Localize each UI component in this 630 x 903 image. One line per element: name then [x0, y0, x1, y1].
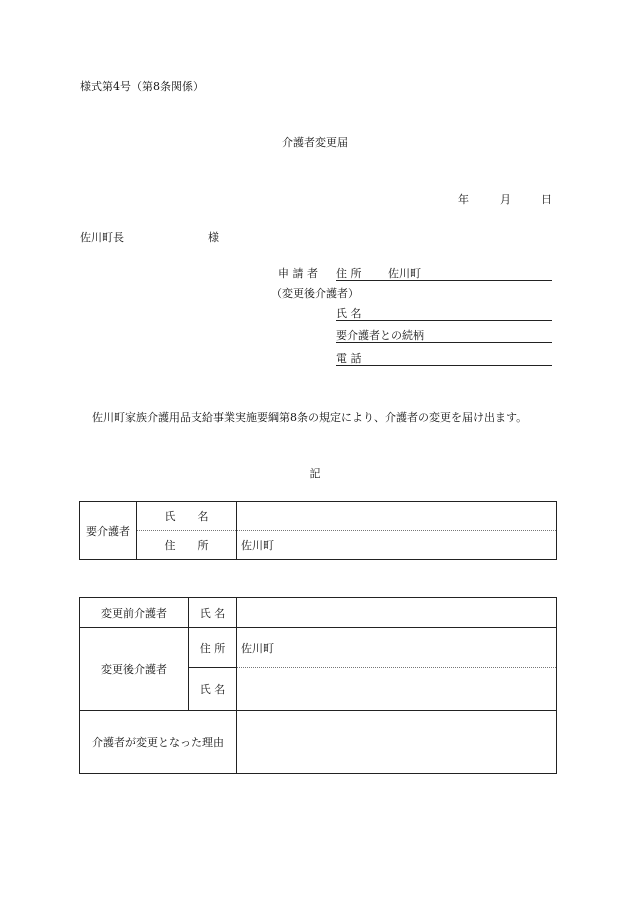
- care-recipient-name-field[interactable]: [237, 502, 557, 531]
- before-caregiver-label: 変更前介護者: [80, 598, 189, 628]
- after-caregiver-name-field[interactable]: [237, 668, 557, 711]
- date-month: 月: [500, 193, 511, 206]
- care-recipient-group-label: 要介護者: [80, 502, 137, 560]
- applicant-label: 申 請 者: [278, 267, 318, 280]
- after-caregiver-address-field[interactable]: 佐川町: [237, 628, 557, 668]
- ki-label: 記: [309, 467, 321, 480]
- applicant-name-line: [336, 320, 552, 321]
- care-recipient-address-label: 住 所: [137, 531, 237, 560]
- applicant-address-label: 住 所: [336, 267, 362, 280]
- care-recipient-table: [79, 501, 557, 560]
- document-title: 介護者変更届: [282, 136, 348, 149]
- applicant-relation-line: [336, 342, 552, 343]
- applicant-sub-label: （変更後介護者）: [271, 287, 359, 300]
- after-caregiver-label: 変更後介護者: [80, 628, 189, 711]
- before-caregiver-name-field[interactable]: [237, 598, 557, 628]
- form-number: 様式第4号（第8条関係）: [80, 80, 204, 93]
- reason-field[interactable]: [237, 711, 557, 774]
- applicant-relation-label: 要介護者との続柄: [336, 329, 424, 342]
- date-day: 日: [541, 193, 552, 206]
- date-year: 年: [458, 193, 469, 206]
- body-text: 佐川町家族介護用品支給事業実施要綱第8条の規定により、介護者の変更を届け出ます。: [92, 411, 528, 424]
- care-recipient-name-label: 氏 名: [137, 502, 237, 531]
- addressee-name: 佐川町長: [80, 231, 124, 244]
- applicant-address-line: [336, 280, 552, 281]
- before-caregiver-name-label: 氏 名: [189, 598, 237, 628]
- after-caregiver-name-label: 氏 名: [189, 668, 237, 711]
- applicant-phone-label: 電 話: [336, 352, 362, 365]
- applicant-phone-line: [336, 365, 552, 366]
- applicant-address-value: 佐川町: [388, 267, 421, 280]
- after-caregiver-address-label: 住 所: [189, 628, 237, 668]
- applicant-name-label: 氏 名: [336, 307, 362, 320]
- caregiver-change-table: [79, 597, 557, 774]
- reason-label: 介護者が変更となった理由: [80, 711, 237, 774]
- addressee-honorific: 様: [208, 231, 219, 244]
- care-recipient-address-field[interactable]: 佐川町: [237, 531, 557, 560]
